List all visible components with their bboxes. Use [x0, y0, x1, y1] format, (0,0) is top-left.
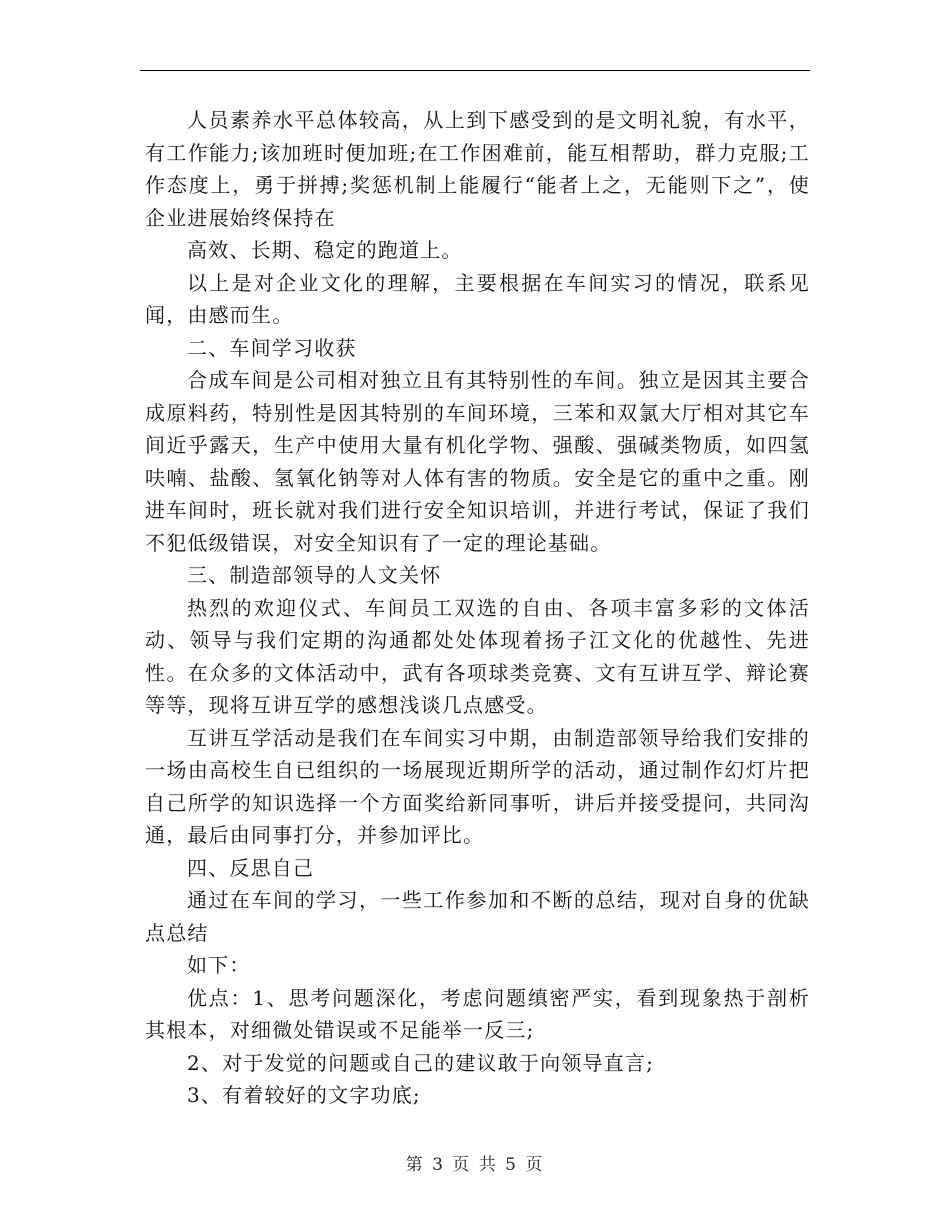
document-body [145, 104, 810, 1112]
paragraph: 互讲互学活动是我们在车间实习中期，由制造部领导给我们安排的一场由高校生自已组织的一场展现近期所学的活动，通过制作幻灯片把自己所学的知识选择一个方面奖给新同事听，讲后并接受提问，共同沟通，最后由同事打分，并参加评比。 [145, 725, 810, 847]
paragraph: 以上是对企业文化的理解，主要根据在车间实习的情况，联系见闻，由感而生。 [145, 270, 810, 327]
section-heading: 二、车间学习收获 [187, 335, 357, 360]
paragraph: 合成车间是公司相对独立且有其特别性的车间。独立是因其主要合成原料药，特别性是因其特别的车间环境，三苯和双氯大厅相对其它车间近乎露天，生产中使用大量有机化学物、强酸、强碱类物质，如四氢呋喃、盐酸、氢氧化钠等对人体有害的物质。安全是它的重中之重。刚进车间时，班长就对我们进行安全知识培训，并进行考试，保证了我们不犯低级错误，对安全知识有了一定的理论基础。 [145, 368, 810, 555]
list-item: 2、对于发觉的问题或自己的建议敢于向领导直言; [187, 1050, 655, 1075]
page-number-footer: 第 3 页 共 5 页 [405, 1155, 545, 1175]
paragraph: 高效、长期、稳定的跑道上。 [187, 238, 463, 262]
header-rule [140, 70, 810, 71]
section-heading: 三、制造部领导的人文关怀 [187, 563, 442, 587]
list-item: 3、有着较好的文字功底; [187, 1083, 421, 1107]
paragraph: 热烈的欢迎仪式、车间员工双选的自由、各项丰富多彩的文体活动、领导与我们定期的沟通都处处体现着扬子江文化的优越性、先进性。在众多的文体活动中，武有各项球类竞赛、文有互讲互学、辩论赛等等，现将互讲互学的感想浅谈几点感受。 [145, 595, 810, 717]
paragraph: 如下： [187, 953, 251, 977]
paragraph: 通过在车间的学习，一些工作参加和不断的总结，现对自身的优缺点总结 [145, 888, 810, 945]
paragraph: 人员素养水平总体较高，从上到下感受到的是文明礼貌，有水平，有工作能力;该加班时便加班;在工作困难前，能互相帮助，群力克服;工作态度上，勇于拼搏;奖惩机制上能履行“能者上之，无能则下之”，使企业进展始终保持在 [145, 108, 810, 230]
section-heading: 四、反思自己 [187, 855, 315, 880]
list-item: 优点：1、思考问题深化，考虑问题缜密严实，看到现象热于剖析其根本，对细微处错误或不足能举一反三; [145, 985, 810, 1042]
